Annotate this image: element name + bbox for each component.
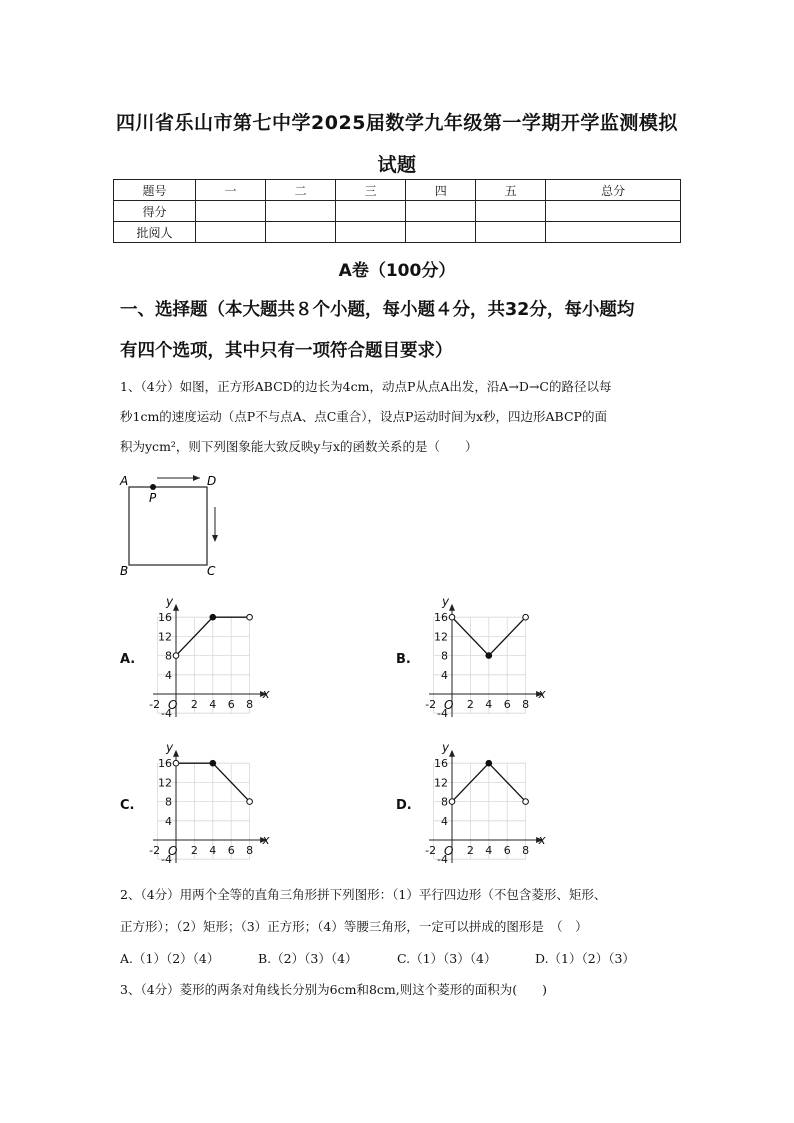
score-cell[interactable]	[406, 222, 476, 243]
closed-point	[210, 760, 216, 766]
score-header-cell: 三	[336, 180, 406, 201]
y-axis-arrow-icon	[449, 604, 455, 611]
y-tick-label: -4	[437, 853, 448, 867]
x-tick-label: 2	[190, 844, 198, 857]
y-tick-label: -4	[161, 853, 172, 867]
y-tick-label: 12	[434, 630, 448, 644]
open-point	[449, 614, 455, 620]
option-label-a: A.	[120, 652, 136, 667]
score-header-cell: 二	[266, 180, 336, 201]
part-title: A卷（100分）	[338, 261, 456, 281]
y-tick-label: 12	[158, 776, 172, 790]
question-1-text: 1、（4分）如图，正方形ABCD的边长为4cm，动点P从点A出发，沿A→D→C的路径以每	[120, 379, 612, 394]
square-abcd	[129, 487, 207, 565]
x-axis-label: x	[538, 687, 546, 701]
y-tick-label: 16	[434, 757, 448, 771]
score-cell[interactable]	[196, 201, 266, 222]
y-tick-label: 4	[165, 668, 172, 682]
question-2-text: 2、（4分）用两个全等的直角三角形拼下列图形：（1）平行四边形（不包含菱形、矩形、	[120, 887, 607, 902]
closed-point	[210, 614, 216, 620]
x-tick-label: 2	[190, 698, 198, 711]
point-label-p: P	[149, 491, 157, 505]
score-row-label: 得分	[114, 201, 196, 222]
question-2-text-line2: 正方形）；（2）矩形；（3）正方形；（4）等腰三角形，一定可以拼成的图形是 （ ）	[120, 919, 588, 934]
section-heading: 一、选择题（本大题共８个小题，每小题４分，共32分，每小题均	[120, 300, 635, 320]
option-label-d: D.	[396, 798, 412, 813]
closed-point	[486, 653, 492, 659]
y-axis-label: y	[166, 740, 174, 755]
score-cell[interactable]	[266, 222, 336, 243]
x-tick-label: 2	[466, 698, 474, 711]
x-tick-label: 8	[522, 698, 530, 711]
score-cell[interactable]	[266, 201, 336, 222]
x-tick-label: 6	[227, 844, 235, 857]
page-title-line2: 试题	[377, 154, 417, 176]
y-tick-label: -4	[161, 707, 172, 721]
score-cell[interactable]	[546, 201, 681, 222]
x-tick-label: 6	[227, 698, 235, 711]
open-point	[523, 799, 529, 805]
y-tick-label: 4	[441, 668, 448, 682]
origin-label: O	[444, 844, 454, 858]
arrow-down-icon	[212, 535, 218, 542]
x-tick-label: 8	[246, 698, 254, 711]
x-axis-label: x	[262, 833, 270, 847]
origin-label: O	[444, 698, 454, 712]
score-cell[interactable]	[546, 222, 681, 243]
question-2-choice-b: B.（2）（3）（4）	[258, 951, 358, 966]
origin-label: O	[168, 698, 178, 712]
y-tick-label: 12	[158, 630, 172, 644]
y-axis-arrow-icon	[173, 604, 179, 611]
x-tick-label: 6	[503, 844, 511, 857]
x-tick-label: -2	[425, 844, 437, 857]
question-1-text-line3: 积为ycm²，则下列图象能大致反映y与x的函数关系的是（ ）	[120, 439, 478, 454]
y-tick-label: 8	[165, 795, 172, 809]
y-tick-label: -4	[437, 707, 448, 721]
question-2-choice-c: C.（1）（3）（4）	[397, 951, 497, 966]
y-tick-label: 8	[441, 649, 448, 663]
score-cell[interactable]	[336, 222, 406, 243]
x-axis-label: x	[262, 687, 270, 701]
open-point	[173, 760, 179, 766]
x-axis-label: x	[538, 833, 546, 847]
y-tick-label: 8	[165, 649, 172, 663]
score-header-cell: 题号	[114, 180, 196, 201]
arrow-right-icon	[193, 475, 200, 481]
open-point	[247, 799, 253, 805]
option-label-c: C.	[120, 798, 135, 813]
x-tick-label: -2	[149, 844, 161, 857]
y-tick-label: 12	[434, 776, 448, 790]
square-figure	[115, 470, 230, 580]
score-cell[interactable]	[476, 222, 546, 243]
score-table	[113, 179, 681, 243]
y-tick-label: 4	[441, 814, 448, 828]
question-1-text-line2: 秒1cm的速度运动（点P不与点A、点C重合），设点P运动时间为x秒，四边形ABCP的面	[120, 409, 607, 424]
score-cell[interactable]	[336, 201, 406, 222]
question-2-choice-a: A.（1）（2）（4）	[120, 951, 220, 966]
score-row-label: 批阅人	[114, 222, 196, 243]
graph-option-b	[416, 590, 546, 725]
y-axis-arrow-icon	[449, 750, 455, 757]
x-tick-label: 4	[485, 844, 493, 857]
y-axis-label: y	[166, 594, 174, 609]
page-title: 四川省乐山市第七中学2025届数学九年级第一学期开学监测模拟	[116, 112, 678, 134]
x-tick-label: -2	[425, 698, 437, 711]
x-tick-label: 4	[209, 844, 217, 857]
origin-label: O	[168, 844, 178, 858]
y-axis-label: y	[442, 594, 450, 609]
option-label-b: B.	[396, 652, 411, 667]
y-tick-label: 4	[165, 814, 172, 828]
score-cell[interactable]	[406, 201, 476, 222]
x-tick-label: 4	[485, 698, 493, 711]
open-point	[173, 653, 179, 659]
score-header-cell: 总分	[546, 180, 681, 201]
graph-option-a	[140, 590, 270, 725]
section-heading-line2: 有四个选项，其中只有一项符合题目要求）	[120, 341, 453, 361]
closed-point	[486, 760, 492, 766]
y-axis-arrow-icon	[173, 750, 179, 757]
vertex-label-d: D	[207, 474, 217, 488]
score-header-cell: 四	[406, 180, 476, 201]
graph-option-c	[140, 736, 270, 871]
x-tick-label: 2	[466, 844, 474, 857]
y-axis-label: y	[442, 740, 450, 755]
x-tick-label: 4	[209, 698, 217, 711]
x-tick-label: 6	[503, 698, 511, 711]
x-tick-label: -2	[149, 698, 161, 711]
graph-option-d	[416, 736, 546, 871]
open-point	[449, 799, 455, 805]
x-tick-label: 8	[522, 844, 530, 857]
score-header-cell: 五	[476, 180, 546, 201]
question-2-choice-d: D.（1）（2）（3）	[535, 951, 635, 966]
x-tick-label: 8	[246, 844, 254, 857]
score-header-cell: 一	[196, 180, 266, 201]
score-cell[interactable]	[476, 201, 546, 222]
open-point	[247, 614, 253, 620]
open-point	[523, 614, 529, 620]
y-tick-label: 16	[434, 611, 448, 625]
y-tick-label: 8	[441, 795, 448, 809]
point-p	[150, 484, 156, 490]
score-table-header-row	[114, 180, 681, 201]
score-table-row	[114, 222, 681, 243]
y-tick-label: 16	[158, 611, 172, 625]
vertex-label-c: C	[207, 564, 216, 578]
score-table-row	[114, 201, 681, 222]
score-cell[interactable]	[196, 222, 266, 243]
vertex-label-a: A	[120, 474, 129, 488]
y-tick-label: 16	[158, 757, 172, 771]
question-3-text: 3、（4分）菱形的两条对角线长分别为6cm和8cm,则这个菱形的面积为( )	[120, 982, 547, 997]
vertex-label-b: B	[120, 564, 129, 578]
